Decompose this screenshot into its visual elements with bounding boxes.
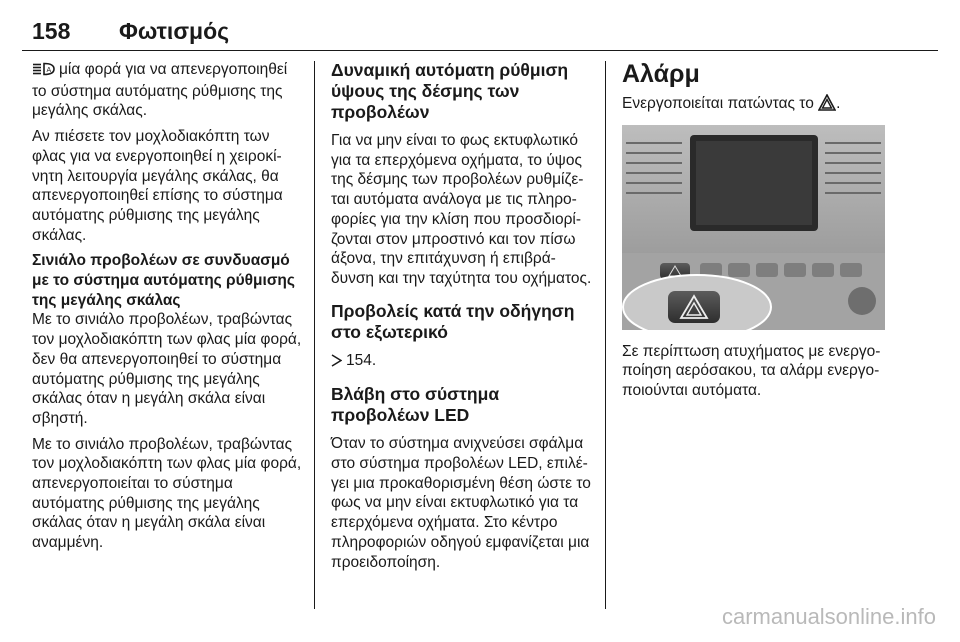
col1-text-4: Με το σινιάλο προβολέων, τραβώντας τον μοχλοδιακόπτη των φλας μία φορά, απενεργοποιείται το σύστημα αυτόματης ρύθμισης της μεγάλης σκάλας όταν η μεγάλη σκάλα είναι αναμμένη.: [32, 435, 302, 552]
reference-arrow-icon: [331, 353, 342, 373]
col2-heading-1: Δυναμική αυτόματη ρύθμιση ύψους της δέσμης των προβολέων: [331, 60, 569, 122]
col1-text-2: Αν πιέσετε τον μοχλοδιακόπτη των φλας για να ενεργοποιηθεί η χειροκί- νητη λειτουργία μεγάλης σκάλας, θα απενεργοποιηθεί επίσης το σύστημα αυτόματης ρύθμισης της μεγάλης σκάλας.: [32, 128, 283, 244]
column-divider-2: [605, 61, 606, 609]
column-3: [622, 60, 887, 407]
paragraph: [32, 60, 304, 121]
col1-text-1: μία φορά για να απενεργοποιηθεί το σύστημα αυτόματης ρύθμισης της μεγάλης σκάλας.: [32, 61, 288, 120]
col1-text-3: Με το σινιάλο προβολέων, τραβώντας τον μοχλοδιακόπτη των φλας μία φορά, δεν θα απενεργοποιηθεί το σύστημα αυτόματης ρύθμισης της μεγάλης σκάλας όταν η μεγάλη σκάλα είναι σβηστή.: [32, 311, 302, 427]
col1-subheading: Σινιάλο προβολέων σε συνδυασμό με το σύστημα αυτόματης ρύθμισης της μεγάλης σκάλας: [32, 252, 295, 309]
column-2: [331, 60, 593, 578]
page-number: 158: [32, 18, 71, 44]
hazard-triangle-icon: [818, 94, 836, 117]
col2-reference: [331, 351, 593, 373]
high-beam-icon: [32, 62, 56, 82]
col3-text-1: Σε περίπτωση ατυχήματος με ενεργο- ποίηση αερόσακου, τα αλάρμ ενεργο- ποιούνται αυτόματα.: [622, 342, 881, 400]
col2-text-1: Για να μην είναι το φως εκτυφλωτικό για τα επερχόμενα οχήματα, το ύψος της δέσμης των προβολέων ρυθμίζε- ται αυτόματα ανάλογα με τις πληρο- φορίες για την κλίση που προσδιορί- ζονται στον μπροστινό και τον πίσω άξονα, την επιτάχυνση ή επιβρά- δυνση και την ταχύτητα του οχήματος.: [331, 132, 592, 287]
col3-intro-text: Ενεργοποιείται πατώντας το: [622, 95, 814, 112]
hazard-switch-photo: [622, 125, 885, 330]
watermark: carmanualsonline.info: [721, 604, 936, 629]
col2-heading-2: Προβολείς κατά την οδήγηση στο εξωτερικό: [331, 300, 575, 342]
svg-text:A: A: [46, 67, 52, 74]
col3-title: Αλάρμ: [622, 60, 700, 88]
section-title: Φωτισμός: [119, 18, 230, 44]
header-rule: [22, 50, 938, 51]
col2-text-2: Όταν το σύστημα ανιχνεύσει σφάλμα στο σύστημα προβολέων LED, επιλέ- γει μια προκαθορισμένη θέση ώστε το φως να μην είναι εκτυφλωτικό για τα επερχόμενα οχήματα. Στο κέντρο πληροφοριών οδηγού εμφανίζεται μια προειδοποίηση.: [331, 435, 591, 571]
column-1: [32, 60, 304, 559]
col2-heading-3: Βλάβη στο σύστημα προβολέων LED: [331, 384, 500, 426]
page-header: [22, 0, 938, 52]
column-divider-1: [314, 61, 315, 609]
reference-page: 154.: [346, 351, 377, 369]
col3-intro: Ενεργοποιείται πατώντας το .: [622, 94, 887, 117]
